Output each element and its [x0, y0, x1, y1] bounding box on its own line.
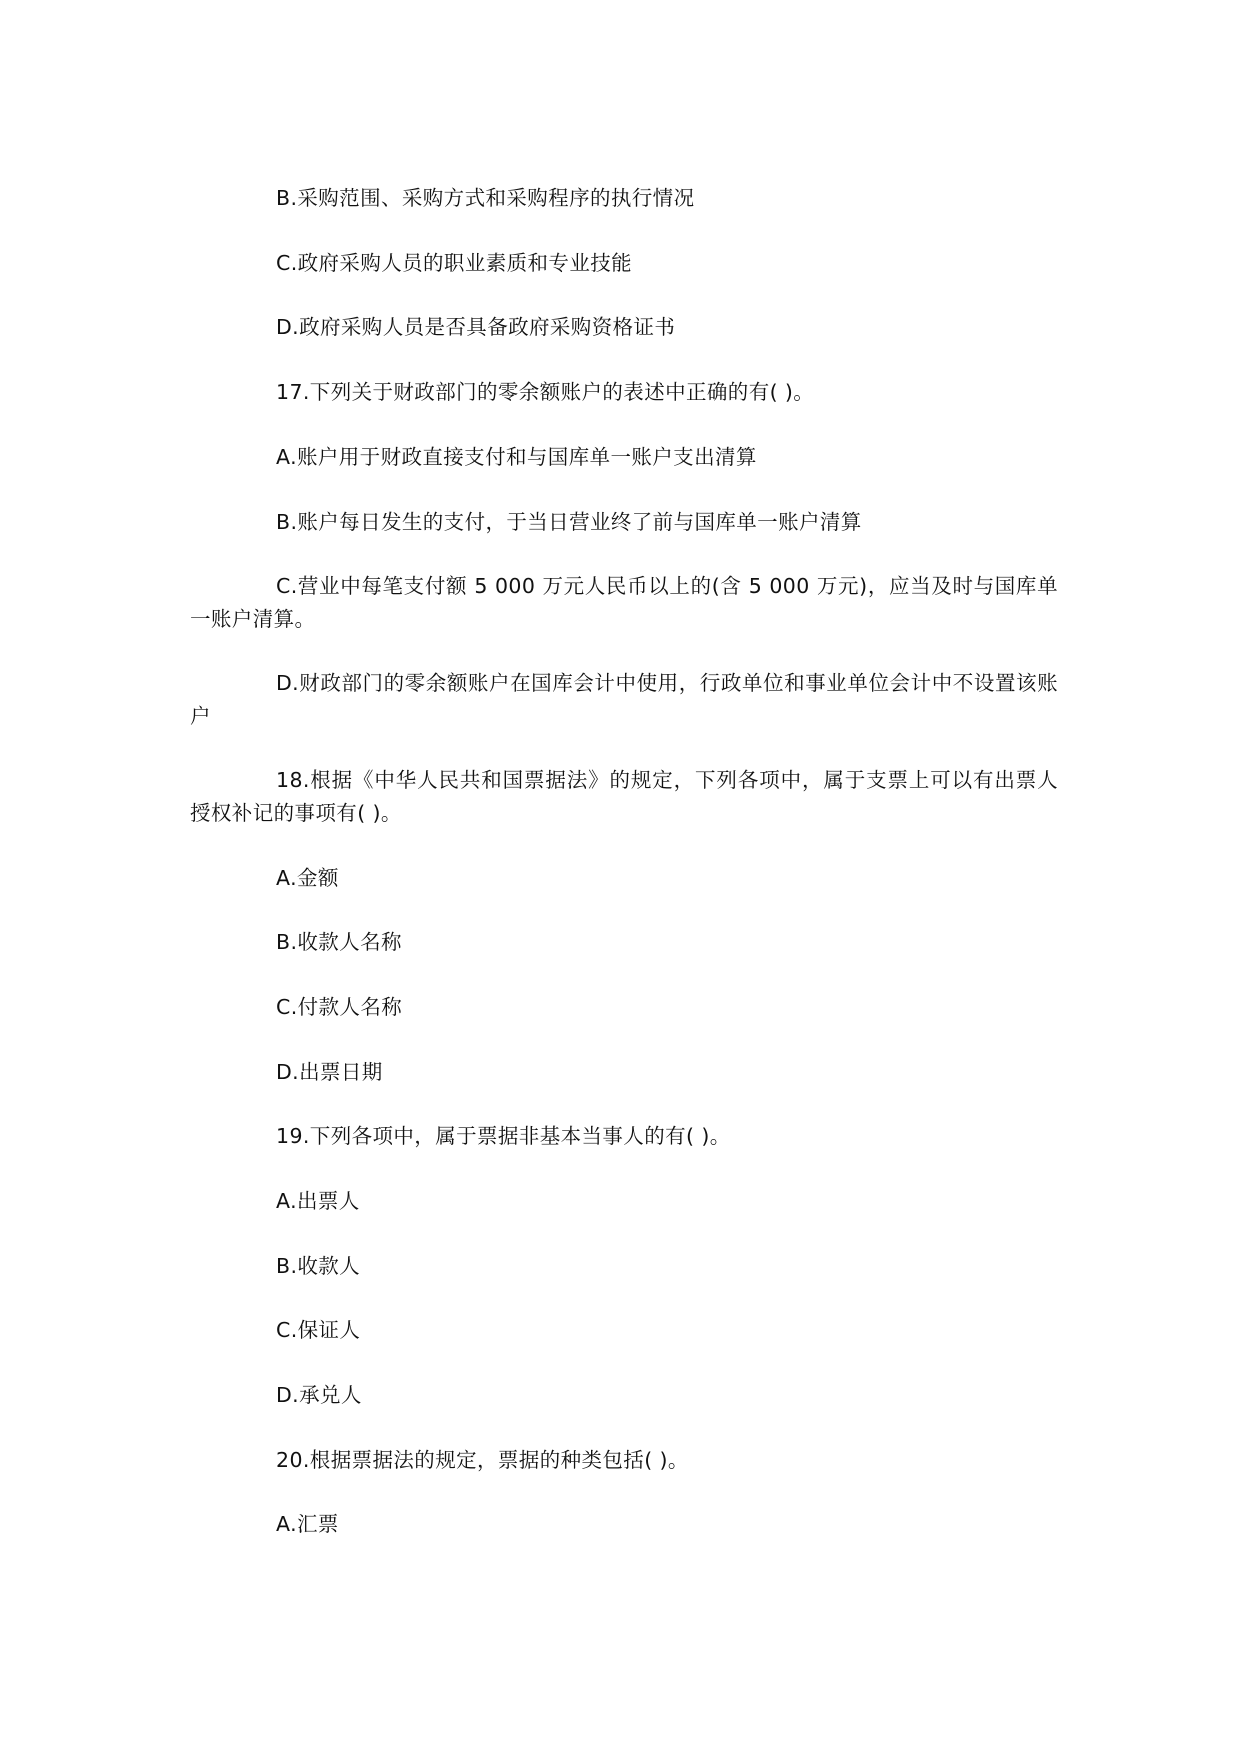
question-17: 17.下列关于财政部门的零余额账户的表述中正确的有( )。	[276, 380, 815, 404]
option-b-q17: B.账户每日发生的支付，于当日营业终了前与国库单一账户清算	[276, 510, 862, 534]
option-b-q19: B.收款人	[276, 1254, 361, 1278]
option-b-q16: B.采购范围、采购方式和采购程序的执行情况	[276, 186, 695, 210]
option-c-q18: C.付款人名称	[276, 995, 403, 1019]
question-18: 18.根据《中华人民共和国票据法》的规定，下列各项中，属于支票上可以有出票人授权补记的事项有( )。	[190, 768, 1058, 825]
option-a-q20: A.汇票	[276, 1512, 339, 1536]
option-c-q16: C.政府采购人员的职业素质和专业技能	[276, 251, 633, 275]
option-c-q19: C.保证人	[276, 1318, 361, 1342]
question-20: 20.根据票据法的规定，票据的种类包括( )。	[276, 1448, 689, 1472]
option-b-q18: B.收款人名称	[276, 930, 402, 954]
option-a-q19: A.出票人	[276, 1189, 360, 1213]
option-d-q19: D.承兑人	[276, 1383, 362, 1407]
option-d-q18: D.出票日期	[276, 1060, 383, 1084]
option-a-q17: A.账户用于财政直接支付和与国库单一账户支出清算	[276, 445, 757, 469]
option-d-q17: D.财政部门的零余额账户在国库会计中使用，行政单位和事业单位会计中不设置该账户	[190, 671, 1058, 728]
option-c-q17: C.营业中每笔支付额 5 000 万元人民币以上的(含 5 000 万元)，应当及时与国库单一账户清算。	[190, 574, 1058, 631]
question-19: 19.下列各项中，属于票据非基本当事人的有( )。	[276, 1124, 731, 1148]
option-a-q18: A.金额	[276, 866, 339, 890]
option-d-q16: D.政府采购人员是否具备政府采购资格证书	[276, 315, 676, 339]
